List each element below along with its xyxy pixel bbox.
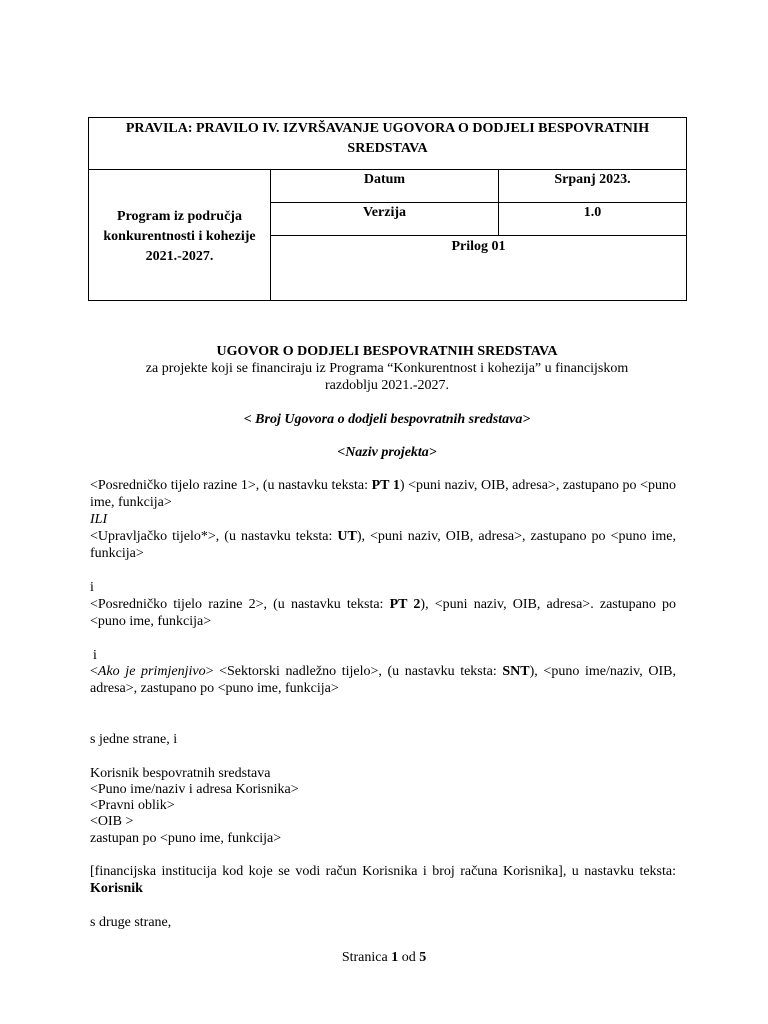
- and-separator-2: i: [93, 648, 97, 663]
- beneficiary-line-2: <Puno ime/naziv i adresa Korisnika>: [90, 782, 299, 797]
- program-line-2: konkurentnosti i kohezije: [103, 229, 256, 244]
- pt1-abbreviation: PT 1: [371, 478, 400, 493]
- contract-subtitle-line-2: razdoblju 2021.-2027.: [324, 378, 450, 393]
- beneficiary-bank: [90, 863, 676, 897]
- or-separator: ILI: [90, 512, 108, 527]
- datum-label: Datum: [271, 170, 499, 203]
- verzija-value: 1.0: [499, 203, 687, 236]
- snt-text-post: ), <puno ime/naziv, OIB, adresa>, zastupano po <puno ime, funkcija>: [90, 664, 676, 696]
- attachment-label: Prilog 01: [271, 236, 687, 301]
- pt2-abbreviation: PT 2: [389, 597, 421, 612]
- program-line-3: 2021.-2027.: [145, 249, 214, 264]
- party-pt1: [90, 477, 676, 511]
- beneficiary-line-1: Korisnik bespovratnih sredstava: [90, 766, 271, 781]
- and-separator-1: i: [90, 580, 94, 595]
- ut-abbreviation: UT: [337, 529, 357, 544]
- ut-text-post: ), <puni naziv, OIB, adresa>, zastupano po <puno ime, funkcija>: [90, 529, 676, 561]
- beneficiary-abbreviation: Korisnik: [90, 881, 143, 896]
- page-word: Stranica: [341, 950, 388, 965]
- ut-text-pre: <Upravljačko tijelo*>, (u nastavku teksta:: [90, 529, 338, 544]
- contract-title: UGOVOR O DODJELI BESPOVRATNIH SREDSTAVA: [216, 344, 558, 359]
- pt1-text-pre: <Posredničko tijelo razine 1>, (u nastavku teksta:: [90, 478, 372, 493]
- other-side-text: s druge strane,: [90, 915, 172, 930]
- bank-text-pre: [financijska institucija kod koje se vodi račun Korisnika i broj računa Korisnika], u nastavku teksta:: [90, 864, 676, 879]
- pt1-text-post: ) <puni naziv, OIB, adresa>, zastupano po <puno ime, funkcija>: [90, 478, 676, 510]
- pt2-text-pre: <Posredničko tijelo razine 2>, (u nastavku teksta:: [90, 597, 390, 612]
- snt-bracket: <: [90, 664, 98, 679]
- header-table: [88, 117, 687, 301]
- party-pt2: [90, 596, 676, 630]
- contract-number-placeholder: < Broj Ugovora o dodjeli bespovratnih sredstava>: [243, 412, 531, 427]
- party-snt: [90, 663, 676, 697]
- pt2-text-post: ), <puni naziv, OIB, adresa>. zastupano po <puno ime, funkcija>: [90, 597, 677, 629]
- beneficiary-line-3: <Pravni oblik>: [90, 798, 175, 813]
- one-side-text: s jedne strane, i: [90, 732, 178, 747]
- beneficiary-line-4: <OIB >: [90, 814, 134, 829]
- page-number: [0, 949, 768, 966]
- page-current: 1: [391, 950, 399, 965]
- contract-subtitle-line-1: za projekte koji se financiraju iz Programa “Konkurentnost i kohezija” u financijskom: [145, 361, 629, 376]
- snt-abbreviation: SNT: [502, 664, 530, 679]
- beneficiary-line-5: zastupan po <puno ime, funkcija>: [90, 831, 282, 846]
- page-total: 5: [419, 950, 427, 965]
- project-name-placeholder: <Naziv projekta>: [337, 445, 437, 460]
- snt-condition: Ako je primjenjivo: [97, 664, 206, 679]
- verzija-label: Verzija: [271, 203, 499, 236]
- rules-title: PRAVILA: PRAVILO IV. IZVRŠAVANJE UGOVORA O DODJELI BESPOVRATNIH SREDSTAVA: [89, 118, 687, 170]
- datum-value: Srpanj 2023.: [499, 170, 687, 203]
- program-name: [89, 170, 271, 301]
- party-ut: [90, 528, 676, 562]
- snt-text-pre: > <Sektorski nadležno tijelo>, (u nastavku teksta:: [205, 664, 503, 679]
- page-of: od: [401, 950, 416, 965]
- program-line-1: Program iz područja: [117, 209, 242, 224]
